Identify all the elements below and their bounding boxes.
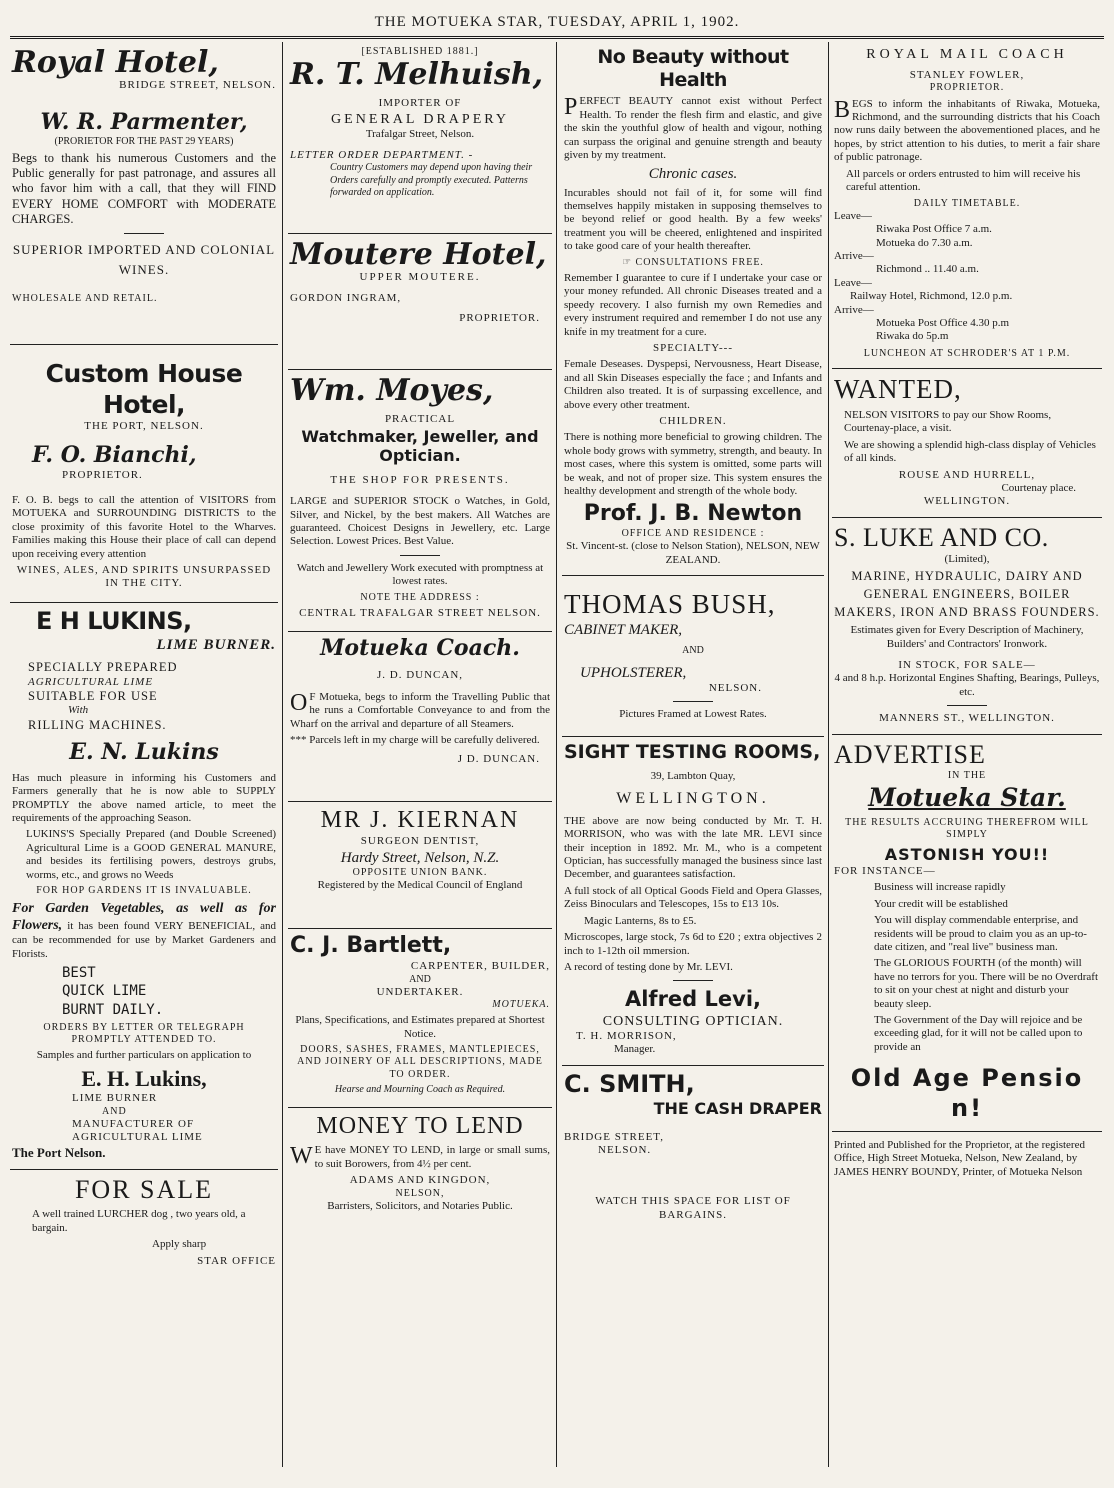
timetable-row: Motueka Post Office 4.30 p.m [876,316,1010,329]
moyes-note: NOTE THE ADDRESS : [360,591,480,603]
bartlett-role: CARPENTER, BUILDER, [410,960,550,973]
separator [673,980,713,981]
advertise-results: THE RESULTS ACCRUING THEREFROM WILL SIMPLY [845,817,1089,841]
lukins-body3: it has been found VERY BENEFICIAL, and can be recommended for use by Market Gardeners and Florists. [12,920,276,960]
money-ad [288,1108,552,1221]
mail-parcels: All parcels or orders entrusted to him will receive his careful attention. [846,167,1081,194]
coach-parcels: *** Parcels left in my charge will be carefully delivered. [290,734,540,747]
lukins-suitable: SUITABLE FOR USE [28,689,158,704]
column-2 [288,42,552,1472]
beauty-body3: Remember I guarantee to cure if I undertake your case or your money refunded. All chronic Diseases treated and a speedy recovery. I also furnish my own Remedies and every instrument required and remember I do not use any knife in my treatment for a cure. [564,271,822,338]
luke-engines: 4 and 8 h.p. Horizontal Engines Shafting, Bearings, Pulleys, etc. [834,672,1100,698]
separator [124,233,164,234]
sight-body3: Magic Lanterns, 8s to £5. [584,914,697,927]
beauty-body5: There is nothing more beneficial to growing children. The whole body grows with symmetry, strength, and beauty. In most cases, where this system is omitted, some parts will be weak, and not of proper size. This system ensures the healthy development and strength of the whole body. [564,431,822,497]
timetable-row: Arrive— [834,303,874,316]
for-sale-apply: Apply sharp [152,1238,207,1251]
money-firm: ADAMS AND KINGDON, [349,1174,491,1187]
custom-house-address: THE PORT, NELSON. [84,420,204,433]
money-city: NELSON, [395,1187,445,1199]
kiernan-registered: Registered by the Medical Council of England [317,879,523,892]
custom-house-body: F. O. B. begs to call the attention of VISITORS from MOTUEKA and SURROUNDING DISTRICTS to the close proximity of this favorite Hotel to the Wharves. Families making this House their place of call can depend upon receiving every attention [12,493,276,560]
luke-estimates: Estimates given for Every Description of Machinery, Builders' and Contractors' Ironwork. [850,624,1084,650]
column-1 [10,42,278,1472]
lukins-role1: LIME BURNER [72,1092,158,1105]
moyes-address: CENTRAL TRAFALGAR STREET NELSON. [299,606,541,619]
smith-subtitle: THE CASH DRAPER [653,1099,822,1119]
lukins-port: The Port Nelson. [12,1144,106,1160]
smith-city: NELSON. [598,1144,652,1156]
smith-ad [562,1066,824,1230]
wanted-city: WELLINGTON. [923,495,1011,508]
beauty-chronic: Chronic cases. [648,166,738,183]
money-roles: Barristers, Solicitors, and Notaries Public. [327,1199,513,1212]
royal-hotel-tenure: (PRORIETOR FOR THE PAST 29 YEARS) [54,135,234,147]
bartlett-plans: Plans, Specifications, and Estimates prepared at Shortest Notice. [295,1014,545,1040]
moutere-ad [288,234,552,370]
mail-role: PROPRIETOR. [929,82,1005,94]
sight-name: Alfred Levi, [624,987,762,1012]
lukins-orders: ORDERS BY LETTER OR TELEGRAPH PROMPTLY ATTENDED TO. [43,1021,245,1045]
sight-body4: Microscopes, large stock, 7s 6d to £20 ; extra objectives 2 inch to 1-12th oil mmersion. [564,931,822,957]
bartlett-and: AND [409,973,431,985]
melhuish-dept: LETTER ORDER DEPARTMENT. - [290,149,474,162]
bartlett-hearse: Hearse and Mourning Coach as Required. [334,1083,506,1095]
bush-role1: CABINET MAKER, [564,622,683,639]
moutere-title: Moutere Hotel, [290,237,547,273]
custom-house-title: Custom House Hotel, [45,359,243,419]
column-rule-3 [828,42,829,1467]
beauty-office: OFFICE AND RESIDENCE : [621,528,765,540]
pointing-hand-icon: ☞ [622,256,636,268]
royal-hotel-ad [10,42,278,345]
for-sale-ad [10,1170,278,1279]
lukins-best3: BURNT DAILY. [62,1001,164,1018]
timetable-row: Railway Hotel, Richmond, 12.0 p.m. [850,290,1013,303]
sight-body5: A record of testing done by Mr. LEVI. [564,960,733,973]
lukins-body2: LUKINS'S Specially Prepared (and Double Screened) Agricultural Lime is a GOOD GENERAL MANURE, and besides its fertilising powers, destroys grubs, worms, etc., and grows no Weeds [26,828,276,881]
moyes-practical: PRACTICAL [384,413,456,426]
moyes-body: LARGE and SUPERIOR STOCK o Watches, in Gold, Silver, and Nickel, by the best makers. All Watches are guaranteed. Choicest Designs in Jewellery, etc. Large Selection. Lowest Prices. Best Value. [290,495,550,548]
lukins-agri: AGRICULTURAL LIME [28,675,154,688]
melhuish-importer: IMPORTER OF [378,97,462,110]
melhuish-body: Country Customers may depend upon having their Orders carefully and promptly executed. Patterns forwarded on application. [330,162,533,198]
wanted-title: WANTED, [834,373,962,404]
column-3 [562,42,824,1472]
moutere-role: PROPRIETOR. [459,311,540,324]
wanted-firm: ROUSE AND HURRELL, [898,468,1036,481]
sight-address: 39, Lambton Quay, [650,769,736,782]
smith-watch: WATCH THIS SPACE FOR LIST OF BARGAINS. [595,1195,791,1221]
advertise-i2: Your credit will be established [874,897,1008,910]
moyes-title: Wm. Moyes, [290,373,494,409]
advertise-pension: Old Age Pensio n! [850,1064,1084,1122]
sight-city: WELLINGTON. [616,790,770,808]
custom-house-role: PROPRIETOR. [62,468,143,481]
advertise-title: ADVERTISE [834,739,986,769]
kiernan-street: Hardy Street, Nelson, N.Z. [340,849,500,866]
melhuish-street: Trafalgar Street, Nelson. [365,127,475,140]
timetable-row: Leave— [834,276,872,289]
imprint [832,1132,1102,1190]
royal-hotel-proprietor: W. R. Parmenter, [40,109,248,136]
melhuish-established: [ESTABLISHED 1881.] [361,46,479,57]
moyes-shop: THE SHOP FOR PRESENTS. [330,473,510,486]
lukins-role3: AGRICULTURAL LIME [72,1131,203,1144]
masthead-rule [10,36,1104,39]
separator [673,701,713,702]
money-title: MONEY TO LEND [316,1113,524,1140]
beauty-address: St. Vincent-st. (close to Nelson Station), NELSON, NEW ZEALAND. [566,540,820,566]
melhuish-drapery: GENERAL DRAPERY [331,111,509,127]
advertise-paper: Motueka Star. [868,782,1066,812]
luke-roles: MARINE, HYDRAULIC, DAIRY AND GENERAL ENGINEERS, BOILER MAKERS, IRON AND BRASS FOUNDERS. [834,568,1100,620]
coach-body: OF Motueka, begs to inform the Travelling Public that he runs a Comfortable Conveyance to and from the Wharf on the arrival and departure of all Steamers. [290,689,550,730]
moutere-name: GORDON INGRAM, [290,292,402,305]
lukins-gardens: For Garden Vegetables, as well as for Flowers, [12,901,276,934]
luke-stock: IN STOCK, FOR SALE— [898,659,1036,672]
sight-body2: A full stock of all Optical Goods Field and Opera Glasses, Zeiss Binoculars and Telescopes, 15s to £13 10s. [564,884,822,911]
imprint-text: Printed and Published for the Proprietor, at the registered Office, High Street Motueka, Nelson, New Zealand, by JAMES HENRY BOUNDY, Printer, of Motueka Nelson [834,1138,1085,1178]
money-body: WE have MONEY TO LEND, in large or small sums, to suit Borowers, from 4½ per cent. [290,1143,550,1170]
bush-title: THOMAS BUSH, [564,589,776,620]
moyes-trade: Watchmaker, Jeweller, and Optician. [301,426,539,466]
timetable-row: Leave— [834,209,872,222]
timetable-row: Richmond .. 11.40 a.m. [876,263,979,276]
mail-title: ROYAL MAIL COACH [866,47,1068,62]
mail-lunch: LUNCHEON AT SCHRODER'S AT 1 P.M. [863,347,1071,359]
bush-city: NELSON. [708,681,762,694]
beauty-body4: Female Deseases. Dyspepsi, Nervousness, Heart Disease, and all Skin Diseases especially the face ; and Infants and Children also treated. It is of surpassing excellence, and above every other treatment. [564,358,822,411]
sight-mgr: Manager. [614,1043,656,1056]
kiernan-ad [288,802,552,930]
lukins-drilling: RILLING MACHINES. [28,717,167,732]
advertise-i4: The GLORIOUS FOURTH (of the month) will have no terrors for you. There will be no Overdraft to sit on your chest at night and disturb your beauty sleep. [874,957,1098,1010]
timetable-row: Motueka do 7.30 a.m. [876,236,973,249]
column-rule-1 [282,42,283,1467]
royal-hotel-address: BRIDGE STREET, NELSON. [119,79,276,91]
beauty-body1: PERFECT BEAUTY cannot exist without Perfect Health. To render the flesh firm and elastic, and give the skin the youthful glow of health and vigour, nothing can surpass the original and genuine strength and beauty given by my treatment. [564,94,822,161]
smith-title: C. SMITH, [564,1069,695,1098]
luke-limited: (Limited), [944,553,990,566]
royal-hotel-wholesale: WHOLESALE AND RETAIL. [12,293,158,305]
lukins-role2: MANUFACTURER OF [72,1117,195,1130]
separator [947,705,987,706]
custom-house-footer: WINES, ALES, AND SPIRITS UNSURPASSED IN THE CITY. [16,564,272,590]
moutere-place: UPPER MOUTERE. [359,271,481,284]
bartlett-ad [288,929,552,1108]
lukins-title: E H LUKINS, [36,606,192,635]
sight-manager: T. H. MORRISON, [576,1030,677,1042]
bush-role2: UPHOLSTERER, [580,664,687,681]
sight-body1: THE above are now being conducted by Mr. T. H. MORRISON, who was with the late MR. LEVI since their inception in 1892. Mr. M., who is a competent Optician, has successfully managed the business since last December, and guarantees satisfaction. [564,814,822,881]
advertise-i3: You will display commendable enterprise, and residents will be proud to claim you as an up-to-date citizen, and "real live" business man. [874,914,1087,953]
advertise-i1: Business will increase rapidly [874,881,1006,894]
advertise-ad [832,735,1102,1132]
custom-house-ad [10,345,278,602]
mail-timetable-list [834,210,1100,344]
royal-hotel-body: Begs to thank his numerous Customers and the Public generally for past patronage, and assures all who favor him with a call, that they will FIND EVERY HOME COMFORT with MODERATE CHARGES. [12,150,276,226]
wanted-ad [832,369,1102,518]
wanted-body1: NELSON VISITORS to pay our Show Rooms, Courtenay-place, a visit. [844,408,1052,435]
beauty-title: No Beauty without Health [597,46,789,92]
custom-house-name: F. O. Bianchi, [32,441,197,468]
royal-hotel-wines: SUPERIOR IMPORTED AND COLONIAL WINES. [12,242,276,277]
timetable-row: Riwaka Post Office 7 a.m. [876,223,992,236]
column-rule-2 [556,42,557,1467]
bush-ad [562,576,824,737]
luke-title: S. LUKE AND CO. [834,522,1049,552]
advertise-i5: The Government of the Day will rejoice and be exceeding glad, for it will not be called upon to provide an [874,1014,1083,1053]
moyes-repair: Watch and Jewellery Work executed with promptness at lowest rates. [296,561,544,588]
bartlett-title: C. J. Bartlett, [290,933,452,959]
melhuish-ad [288,42,552,234]
timetable-row: Riwaka do 5p.m [876,330,949,343]
mail-coach-ad [832,42,1102,369]
advertise-astonish: ASTONISH YOU!! [884,845,1050,865]
for-sale-body: A well trained LURCHER dog , two years old, a bargain. [32,1208,246,1234]
wanted-street: Courtenay place. [1001,481,1076,494]
masthead: THE MOTUEKA STAR, TUESDAY, APRIL 1, 1902. [374,14,740,30]
mail-name: STANLEY FOWLER, [909,69,1025,82]
lukins-name3: E. H. Lukins, [81,1065,207,1091]
beauty-body2: Incurables should not fail of it, for some will find themselves happily mistaken in supposing themselves to be beyond relief or good health. By a few weeks' treatment you will be cheered, enlightened and inspirited to take good care of your health thereafter. [564,186,822,253]
for-sale-office: STAR OFFICE [197,1254,276,1267]
lukins-with: With [68,704,89,717]
sight-title: SIGHT TESTING ROOMS, [564,740,821,763]
advertise-instance: FOR INSTANCE— [834,864,936,877]
lukins-hop: FOR HOP GARDENS IT IS INVALUABLE. [36,885,252,897]
lukins-samples: Samples and further particulars on application to [36,1049,252,1062]
beauty-consult: ☞ CONSULTATIONS FREE. [622,256,764,268]
kiernan-opposite: OPPOSITE UNION BANK. [352,866,488,878]
melhuish-title: R. T. Melhuish, [290,57,544,93]
bartlett-town: MOTUEKA. [492,999,550,1011]
advertise-inthe: IN THE [947,770,987,782]
lukins-prepared: SPECIALLY PREPARED [28,660,178,675]
beauty-ad [562,42,824,576]
kiernan-title: MR J. KIERNAN [320,806,520,833]
luke-ad [832,518,1102,735]
lukins-name2: E. N. Lukins [69,738,219,765]
coach-title: Motueka Coach. [320,635,520,662]
bush-pictures: Pictures Framed at Lowest Rates. [619,708,767,721]
kiernan-role: SURGEON DENTIST, [360,835,480,848]
coach-ad [288,632,552,802]
lukins-best1: BEST [62,965,96,982]
coach-sign: J D. DUNCAN. [457,753,540,766]
wanted-body2: We are showing a splendid high-class display of Vehicles of all kinds. [844,438,1096,465]
beauty-name: Prof. J. B. Newton [583,501,803,527]
lukins-subtitle: LIME BURNER. [156,637,276,654]
beauty-specialty: SPECIALTY--- [652,341,734,354]
column-4 [832,42,1102,1472]
coach-name: J. D. DUNCAN, [376,669,464,682]
sight-ad [562,737,824,1066]
lukins-ad [10,603,278,1170]
for-sale-title: FOR SALE [74,1174,214,1204]
smith-street: BRIDGE STREET, [564,1130,664,1143]
bush-and: AND [682,645,704,657]
timetable-row: Arrive— [834,249,874,262]
luke-address: MANNERS ST., WELLINGTON. [879,712,1055,725]
bartlett-role2: UNDERTAKER. [376,985,464,998]
beauty-children: CHILDREN. [659,414,727,427]
lukins-and: AND [102,1105,127,1117]
moyes-ad [288,370,552,632]
sight-role: CONSULTING OPTICIAN. [602,1013,784,1029]
mail-timetable: DAILY TIMETABLE. [913,197,1021,209]
lukins-body1: Has much pleasure in informing his Customers and Farmers generally that he is now able to SUPPLY PROMPTLY the above named article, to meet the requirements of the approaching Season. [12,771,276,824]
bartlett-doors: DOORS, SASHES, FRAMES, MANTLEPIECES, AND JOINERY OF ALL DESCRIPTIONS, MADE TO ORDER. [297,1044,543,1080]
mail-body: BEGS to inform the inhabitants of Riwaka, Motueka, Richmond, and the surrounding districts that his Coach now runs daily between the abovementioned places, and he hopes, by strict attention to his duties, to merit a fair share of public patronage. [834,96,1100,164]
lukins-best2: QUICK LIME [62,983,147,1000]
separator [400,555,440,556]
royal-hotel-title: Royal Hotel, [12,45,219,80]
